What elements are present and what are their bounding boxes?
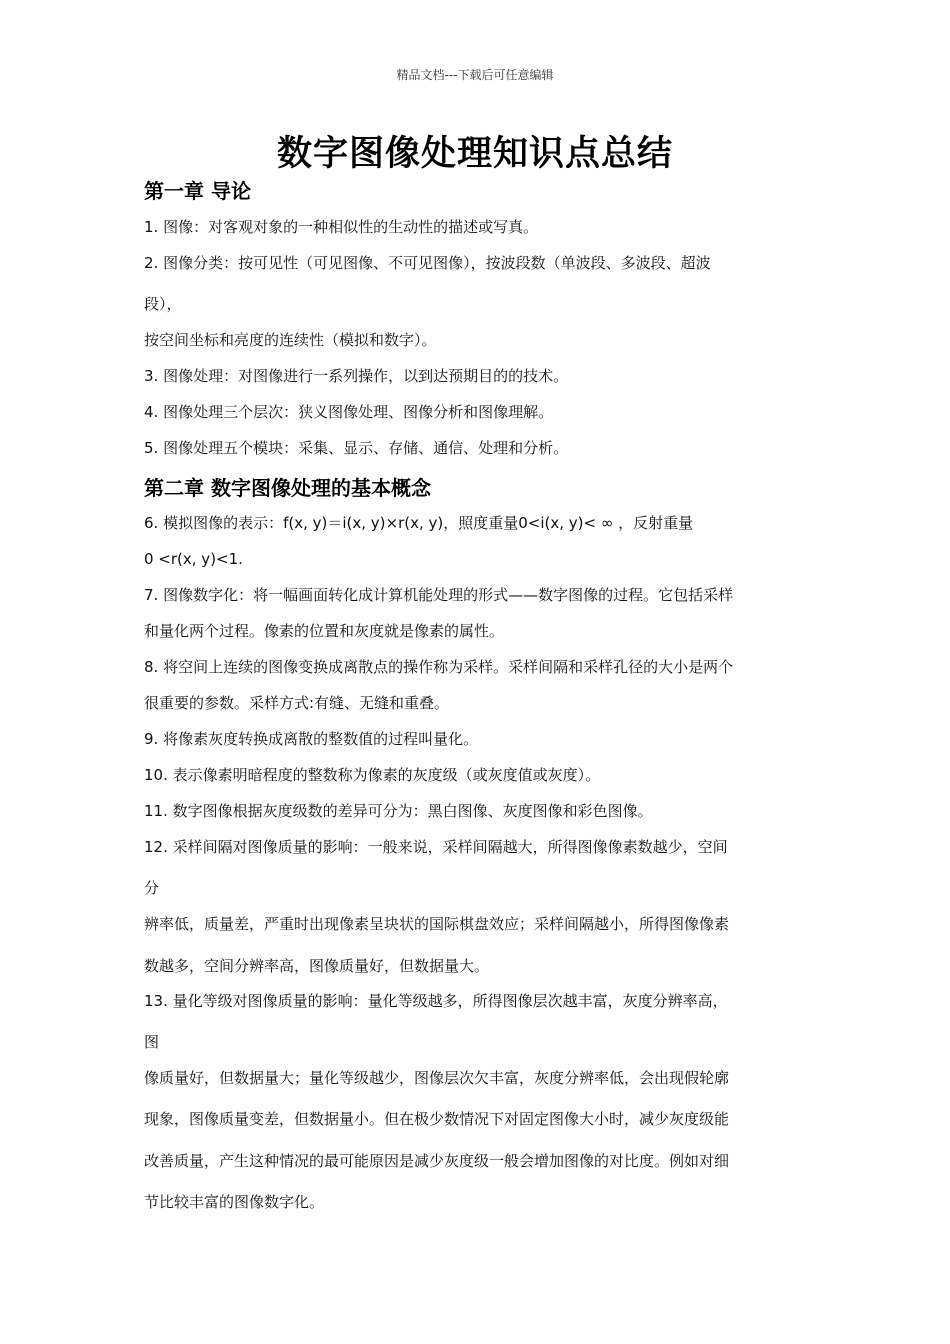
paragraph-line: 图 [144, 1033, 160, 1051]
paragraph-line: 2. 图像分类：按可见性（可见图像、不可见图像），按波段数（单波段、多波段、超波 [144, 254, 711, 272]
paragraph-line: 分 [144, 879, 160, 897]
paragraph-line: 13. 量化等级对图像质量的影响：量化等级越多，所得图像层次越丰富，灰度分辨率高， [144, 992, 728, 1010]
paragraph-line: 辨率低，质量差，严重时出现像素呈块状的国际棋盘效应；采样间隔越小，所得图像像素 [144, 915, 730, 933]
paragraph-line: 10. 表示像素明暗程度的整数称为像素的灰度级（或灰度值或灰度）。 [144, 766, 601, 784]
paragraph-line: 9. 将像素灰度转换成离散的整数值的过程叫量化。 [144, 730, 479, 748]
paragraph-line: 和量化两个过程。像素的位置和灰度就是像素的属性。 [144, 622, 505, 640]
header-note: 精品文档---下载后可任意编辑 [396, 68, 554, 82]
paragraph-line: 8. 将空间上连续的图像变换成离散点的操作称为采样。采样间隔和采样孔径的大小是两个 [144, 658, 734, 676]
paragraph-line: 1. 图像：对客观对象的一种相似性的生动性的描述或写真。 [144, 218, 539, 236]
paragraph-line: 按空间坐标和亮度的连续性（模拟和数字）。 [144, 331, 437, 349]
paragraph-line: 改善质量，产生这种情况的最可能原因是减少灰度级一般会增加图像的对比度。例如对细 [144, 1152, 730, 1170]
paragraph-line: 段）， [144, 295, 182, 313]
paragraph-line: 节比较丰富的图像数字化。 [144, 1193, 325, 1211]
chapter-2-heading: 第二章 数字图像处理的基本概念 [144, 476, 431, 500]
paragraph-line: 数越多，空间分辨率高，图像质量好，但数据量大。 [144, 957, 490, 975]
paragraph-line: 4. 图像处理三个层次：狭义图像处理、图像分析和图像理解。 [144, 403, 554, 421]
paragraph-line: 12. 采样间隔对图像质量的影响：一般来说，采样间隔越大，所得图像像素数越少，空间 [144, 838, 728, 856]
document-title: 数字图像处理知识点总结 [276, 134, 673, 174]
paragraph-line: 很重要的参数。采样方式:有缝、无缝和重叠。 [144, 694, 450, 712]
paragraph-line: 6. 模拟图像的表示：f(x, y)＝i(x, y)×r(x, y)，照度重量0<i(x, y)< ∞ ，反射重量 [144, 514, 694, 532]
paragraph-line: 像质量好，但数据量大；量化等级越少，图像层次欠丰富，灰度分辨率低，会出现假轮廓 [144, 1069, 730, 1087]
paragraph-line: 7. 图像数字化：将一幅画面转化成计算机能处理的形式——数字图像的过程。它包括采样 [144, 586, 734, 604]
paragraph-line: 5. 图像处理五个模块：采集、显示、存储、通信、处理和分析。 [144, 439, 569, 457]
paragraph-line: 0 <r(x, y)<1. [144, 550, 243, 568]
chapter-1-heading: 第一章 导论 [144, 179, 251, 203]
paragraph-line: 现象，图像质量变差，但数据量小。但在极少数情况下对固定图像大小时，减少灰度级能 [144, 1110, 730, 1128]
paragraph-line: 3. 图像处理：对图像进行一系列操作，以到达预期目的的技术。 [144, 367, 569, 385]
paragraph-line: 11. 数字图像根据灰度级数的差异可分为：黑白图像、灰度图像和彩色图像。 [144, 802, 653, 820]
